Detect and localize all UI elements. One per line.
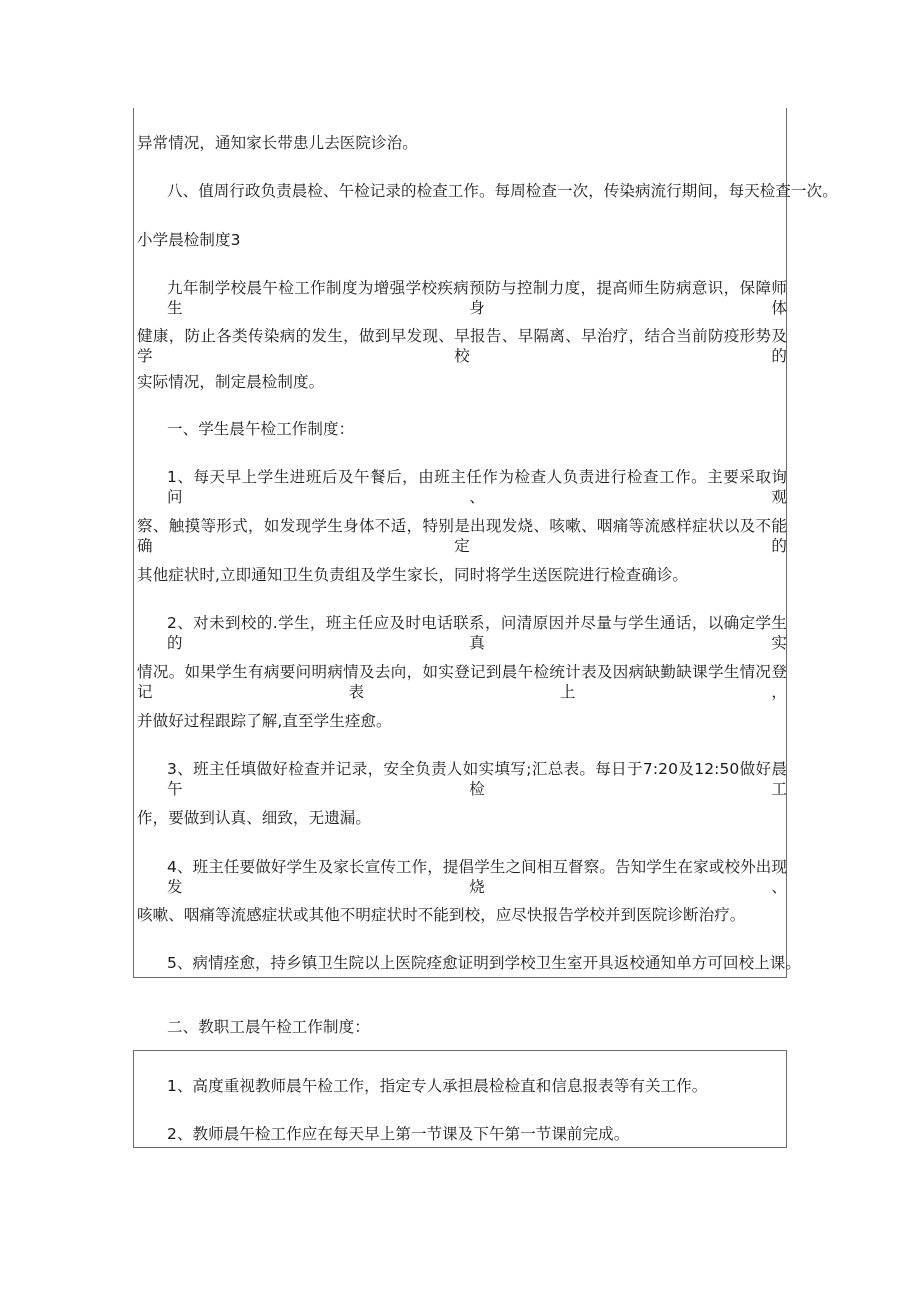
paragraph-line: 3、班主任填做好检查并记录，安全负责人如实填写;汇总表。每日于7:20及12:50做好晨午检工 — [167, 760, 787, 798]
paragraph-line: 察、触摸等形式，如发现学生身体不适，特别是出现发烧、咳嗽、咽痛等流感样症状以及不能确定的 — [137, 517, 787, 555]
paragraph-line: 咳嗽、咽痛等流感症状或其他不明症状时不能到校，应尽快报告学校并到医院诊断治疗。 — [137, 906, 746, 924]
section-heading: 一、学生晨午检工作制度： — [167, 420, 355, 438]
paragraph-line: 作，要做到认真、细致，无遗漏。 — [137, 809, 372, 827]
section-title: 小学晨检制度3 — [137, 231, 241, 249]
paragraph-line: 1、每天早上学生进班后及午餐后，由班主任作为检查人负责进行检查工作。主要采取询问、观 — [167, 468, 787, 506]
section-heading: 二、教职工晨午检工作制度： — [167, 1018, 370, 1036]
paragraph-line: 1、高度重视教师晨午检工作，指定专人承担晨检检直和信息报表等有关工作。 — [167, 1077, 708, 1095]
paragraph-line: 实际情况，制定晨检制度。 — [137, 373, 325, 391]
paragraph-line: 2、对未到校的.学生，班主任应及时电话联系，问清原因并尽量与学生通话，以确定学生的真实 — [167, 614, 787, 652]
paragraph-line: 2、教师晨午检工作应在每天早上第一节课及下午第一节课前完成。 — [167, 1125, 630, 1143]
paragraph-line: 异常情况，通知家长带患儿去医院诊治。 — [137, 134, 418, 152]
paragraph-line: 八、值周行政负责晨检、午检记录的检查工作。每周检查一次，传染病流行期间，每天检查一次。 — [167, 182, 838, 200]
paragraph-line: 情况。如果学生有病要问明病情及去向，如实登记到晨午检统计表及因病缺勤缺课学生情况登记表上， — [137, 663, 787, 701]
paragraph-line: 并做好过程跟踪了解,直至学生痊愈。 — [137, 712, 392, 730]
paragraph-line: 其他症状时,立即通知卫生负责组及学生家长，同时将学生送医院进行检查确诊。 — [137, 566, 689, 584]
paragraph-line: 5、病情痊愈，持乡镇卫生院以上医院痊愈证明到学校卫生室开具返校通知单方可回校上课。 — [167, 954, 801, 972]
paragraph-line: 4、班主任要做好学生及家长宣传工作，提倡学生之间相互督察。告知学生在家或校外出现发烧、 — [167, 858, 787, 896]
paragraph-line: 九年制学校晨午检工作制度为增强学校疾病预防与控制力度，提高师生防病意识，保障师生身体 — [167, 279, 787, 317]
paragraph-line: 健康，防止各类传染病的发生，做到早发现、早报告、早隔离、早治疗，结合当前防疫形势及学校的 — [137, 327, 787, 365]
